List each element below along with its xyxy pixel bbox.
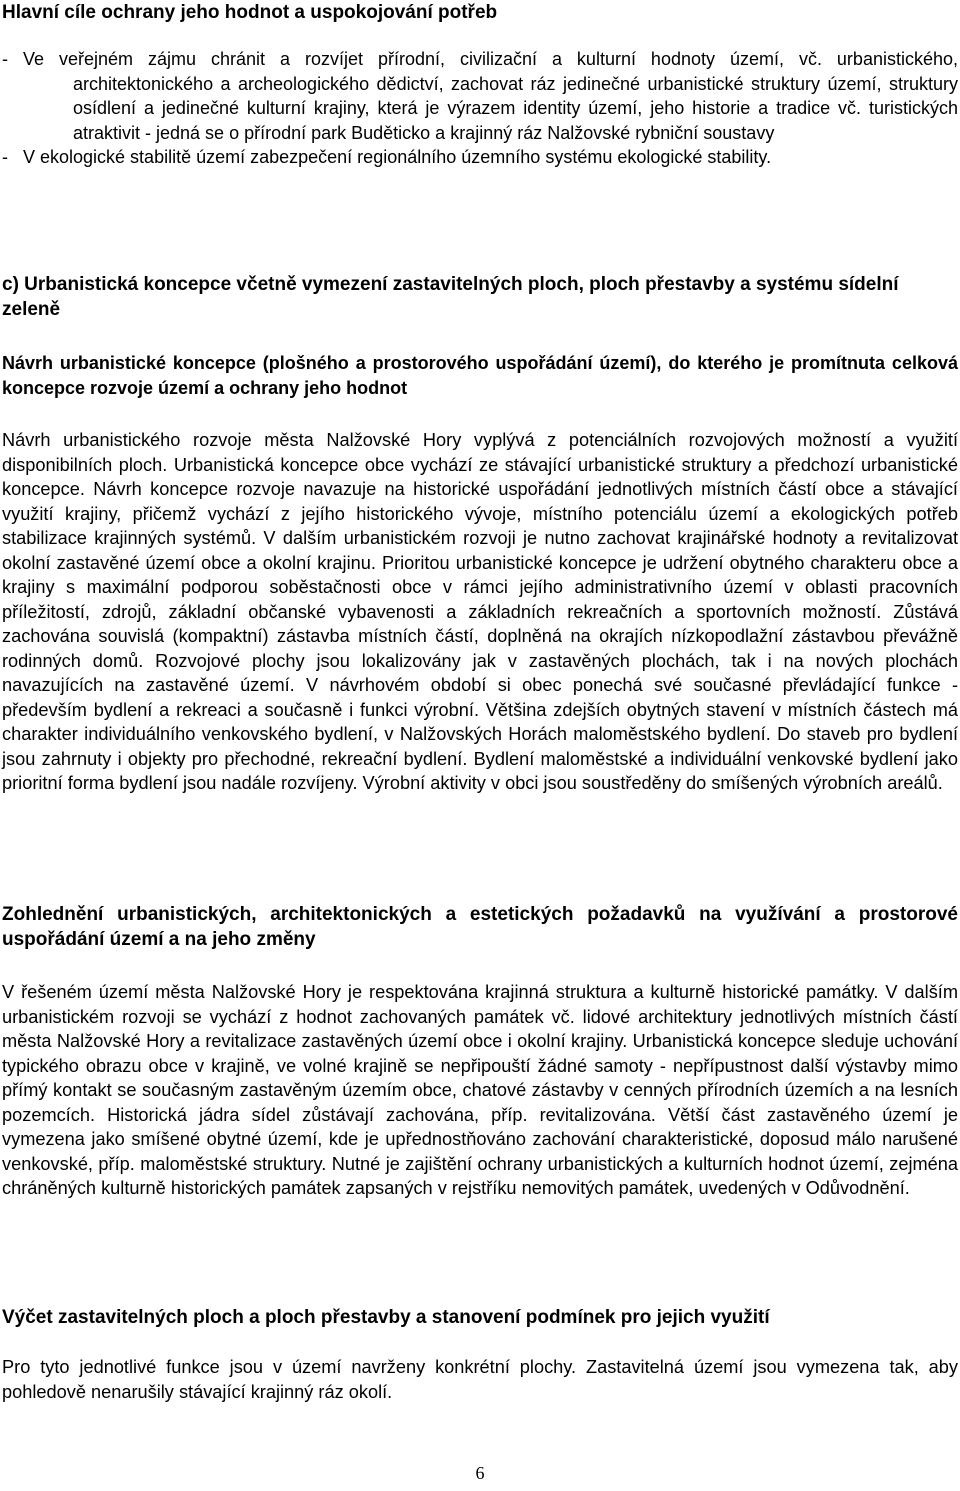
subheading-navrh-urbanisticke-koncepce: Návrh urbanistické koncepce (plošného a prostorového uspořádání území), do kterého je promítnuta celková koncepce rozvoje území a ochrany jeho hodnot (2, 353, 958, 398)
list-item-text: V ekologické stabilitě území zabezpečení regionálního územního systému ekologické stability. (23, 147, 772, 167)
list-dash: - (2, 49, 8, 69)
heading-section-c: c) Urbanistická koncepce včetně vymezení zastavitelných ploch, ploch přestavby a systému sídelní zeleně (2, 274, 899, 320)
goals-list (2, 47, 958, 170)
list-item (2, 145, 958, 170)
paragraph-funkce-plochy: Pro tyto jednotlivé funkce jsou v území navrženy konkrétní plochy. Zastavitelná území jsou vymezena tak, aby pohledově nenarušily stávající krajinný ráz okolí. (2, 1357, 958, 1402)
list-item-text: Ve veřejném zájmu chránit a rozvíjet přírodní, civilizační a kulturní hodnoty území, vč. urbanistického, architektonického a archeologického dědictví, zachovat ráz jedinečné urbanistické struktury území, struktury osídlení a jedinečné kulturní krajiny, která je výrazem identity území, jeho historie a tradice vč. turistických atraktivit - jedná se o přírodní park Buděticko a krajinný ráz Nalžovské rybniční soustavy (23, 49, 958, 143)
heading-vycet-zastavitelnych-ploch: Výčet zastavitelných ploch a ploch přestavby a stanovení podmínek pro jejich využití (2, 1307, 770, 1328)
page-number: 6 (475, 1463, 485, 1483)
paragraph-resene-uzemi: V řešeném území města Nalžovské Hory je respektována krajinná struktura a kulturně historické památky. V dalším urbanistickém rozvoji se vychází z hodnot zachovaných památek vč. lidové architektury jednotlivých místních částí města Nalžovské Hory a revitalizace zastavěných území obce i okolní krajiny. Urbanistická koncepce sleduje uchování typického obrazu obce v krajině, ve volné krajině se nepřipouští žádné samoty - nepřípustnost další výstavby mimo přímý kontakt se současným zastavěným územím obce, chatové zástavby v cenných přírodních územích a na lesních pozemcích. Historická jádra sídel zůstávají zachována, příp. revitalizována. Větší část zastavěného území je vymezena jako smíšené obytné území, kde je upřednostňováno zachování charakteristické, doposud málo narušené venkovské, příp. maloměstské struktury. Nutné je zajištění ochrany urbanistických a kulturních hodnot území, zejména chráněných kulturně historických památek zapsaných v rejstříku nemovitých památek, uvedených v Odůvodnění. (2, 982, 958, 1198)
list-item (2, 47, 958, 145)
list-dash: - (2, 147, 8, 167)
paragraph-navrh-urbanistickeho-rozvoje: Návrh urbanistického rozvoje města Nalžovské Hory vyplývá z potenciálních rozvojových možností a využití disponibilních ploch. Urbanistická koncepce obce vychází ze stávající urbanistické struktury a předchozí urbanistické koncepce. Návrh koncepce rozvoje navazuje na historické uspořádání jednotlivých místních částí obce a stávající využití krajiny, přičemž vychází z jejího historického vývoje, místního potenciálu území a ekologických potřeb stabilizace krajinných systémů. V dalším urbanistickém rozvoji je nutno zachovat krajinářské hodnoty a revitalizovat okolní zastavěné území obce a okolní krajinu. Prioritou urbanistické koncepce je udržení obytného charakteru obce a krajiny s maximální podporou soběstačnosti obce v rámci jejího administrativního území v oblasti pracovních příležitostí, zdrojů, základní občanské vybavenosti a základních rekreačních a sportovních možností. Zůstává zachována souvislá (kompaktní) zástavba místních částí, doplněná na okrajích nízkopodlažní zástavbou převážně rodinných domů. Rozvojové plochy jsou lokalizovány jak v zastavěných plochách, tak i na nových plochách navazujících na zastavěné území. V návrhovém období si obec ponechá své současné převládající funkce - především bydlení a rekreaci a současně i funkci výrobní. Většina zdejších obytných stavení v místních částech má charakter individuálního venkovského bydlení, v Nalžovských Horách maloměstského bydlení. Do staveb pro bydlení jsou zahrnuty i objekty pro přechodné, rekreační bydlení. Bydlení maloměstské a individuální venkovské bydlení jako prioritní forma bydlení jsou nadále rozvíjeny. Výrobní aktivity v obci jsou soustředěny do smíšených výrobních areálů. (2, 430, 958, 793)
heading-zohledneni-pozadavku: Zohlednění urbanistických, architektonických a estetických požadavků na využívání a prostorové uspořádání území a na jeho změny (2, 904, 958, 950)
heading-hlavni-cile: Hlavní cíle ochrany jeho hodnot a uspokojování potřeb (2, 2, 498, 23)
